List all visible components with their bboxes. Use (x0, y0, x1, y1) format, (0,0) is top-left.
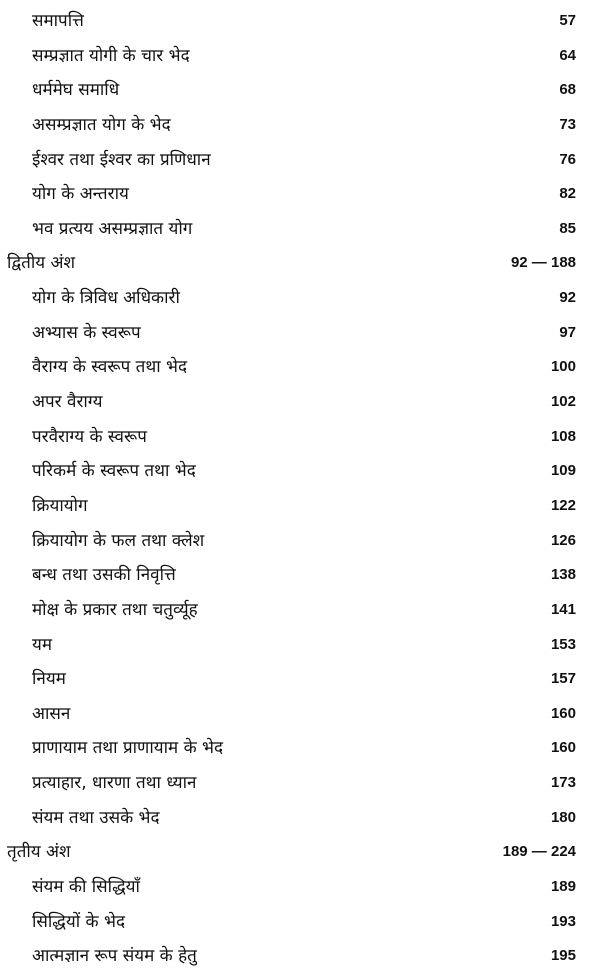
toc-entry (0, 766, 600, 801)
toc-entry (0, 143, 600, 178)
toc-entry-page: 189 (550, 878, 576, 896)
toc-entry-title: समापत्ति (32, 11, 84, 31)
toc-entry (0, 593, 600, 628)
toc-entry-title: भव प्रत्यय असम्प्रज्ञात योग (32, 218, 193, 239)
toc-entry (0, 697, 600, 732)
toc-entry-page: 173 (550, 774, 576, 792)
toc-entry-title: बन्ध तथा उसकी निवृत्ति (32, 565, 176, 586)
toc-entry-title: आसन (32, 703, 71, 724)
toc-entry-title: मोक्ष के प्रकार तथा चतुर्व्यूह (32, 599, 198, 620)
toc-entry-page: 109 (550, 462, 576, 480)
toc-entry-title: असम्प्रज्ञात योग के भेद (32, 114, 171, 135)
toc-entry (0, 350, 600, 385)
toc-entry-title: तृतीय अंश (7, 842, 71, 863)
toc-entry-page: 97 (559, 323, 576, 341)
toc-entry-page: 195 (550, 947, 576, 965)
toc-entry-page: 100 (550, 358, 576, 376)
toc-entry (0, 4, 600, 39)
toc-entry-page: 85 (559, 219, 576, 237)
toc-entry-page: 160 (550, 739, 576, 757)
toc-entry-page: 73 (559, 115, 576, 133)
toc-entry-title: संयम की सिद्धियाँ (32, 877, 140, 898)
toc-entry-page: 193 (550, 912, 576, 930)
toc-entry-title: ईश्वर तथा ईश्वर का प्रणिधान (32, 149, 211, 170)
toc-entry-page: 76 (559, 150, 576, 168)
toc-entry-page: 108 (550, 427, 576, 445)
toc-entry (0, 905, 600, 940)
toc-entry-title: सिद्धियों के भेद (32, 911, 125, 932)
toc-entry-title: नियम (32, 669, 66, 690)
toc-entry-page: 153 (550, 635, 576, 653)
toc-entry-page: 92 — 188 (510, 254, 576, 272)
toc-entry-page: 92 (559, 289, 576, 307)
toc-entry-title: द्वितीय अंश (7, 253, 76, 274)
toc-entry-page: 102 (550, 393, 576, 411)
toc-entry (0, 524, 600, 559)
toc-entry-page: 180 (550, 808, 576, 826)
toc-entry-title: आत्मज्ञान रूप संयम के हेतु (32, 946, 197, 967)
toc-entry-title: योग के त्रिविध अधिकारी (32, 288, 180, 309)
toc-entry (0, 39, 600, 74)
toc-entry-title: सम्प्रज्ञात योगी के चार भेद (32, 45, 190, 66)
toc-entry-page: 138 (550, 566, 576, 584)
toc-entry-page: 189 — 224 (502, 843, 576, 861)
toc-entry-title: क्रियायोग के फल तथा क्लेश (32, 530, 205, 551)
toc-entry (0, 316, 600, 351)
toc-entry-title: यम (32, 634, 53, 655)
toc-section-heading (0, 246, 600, 281)
toc-entry (0, 870, 600, 905)
toc-section-heading (0, 835, 600, 870)
toc-entry-title: प्रत्याहार, धारणा तथा ध्यान (32, 773, 197, 794)
toc-entry-page: 160 (550, 704, 576, 722)
toc-entry (0, 420, 600, 455)
toc-entry-page: 122 (550, 496, 576, 514)
toc-entry-title: प्राणायाम तथा प्राणायाम के भेद (32, 738, 224, 759)
toc-entry-page: 64 (559, 46, 576, 64)
toc-entry-page: 141 (550, 600, 576, 618)
toc-entry (0, 489, 600, 524)
table-of-contents (0, 4, 600, 974)
toc-entry-page: 82 (559, 185, 576, 203)
toc-entry (0, 73, 600, 108)
toc-entry-title: क्रियायोग (32, 495, 88, 516)
toc-entry-page: 157 (550, 670, 576, 688)
toc-entry-title: अभ्यास के स्वरूप (32, 322, 141, 343)
toc-entry-page: 68 (559, 81, 576, 99)
toc-entry (0, 385, 600, 420)
toc-entry-title: योग के अन्तराय (32, 184, 129, 205)
toc-entry-page: 126 (550, 531, 576, 549)
toc-entry-title: संयम तथा उसके भेद (32, 807, 160, 828)
toc-entry (0, 731, 600, 766)
toc-entry-title: वैराग्य के स्वरूप तथा भेद (32, 357, 187, 378)
toc-entry (0, 454, 600, 489)
toc-entry (0, 108, 600, 143)
toc-entry (0, 628, 600, 663)
toc-entry-title: परिकर्म के स्वरूप तथा भेद (32, 461, 196, 482)
toc-entry (0, 177, 600, 212)
toc-entry-title: अपर वैराग्य (32, 392, 103, 413)
toc-entry (0, 662, 600, 697)
toc-entry (0, 801, 600, 836)
toc-entry (0, 558, 600, 593)
toc-entry (0, 212, 600, 247)
toc-entry-page: 57 (559, 12, 576, 29)
toc-entry-title: धर्ममेघ समाधि (32, 80, 120, 101)
toc-entry (0, 939, 600, 974)
toc-entry (0, 281, 600, 316)
toc-entry-title: परवैराग्य के स्वरूप (32, 426, 147, 447)
